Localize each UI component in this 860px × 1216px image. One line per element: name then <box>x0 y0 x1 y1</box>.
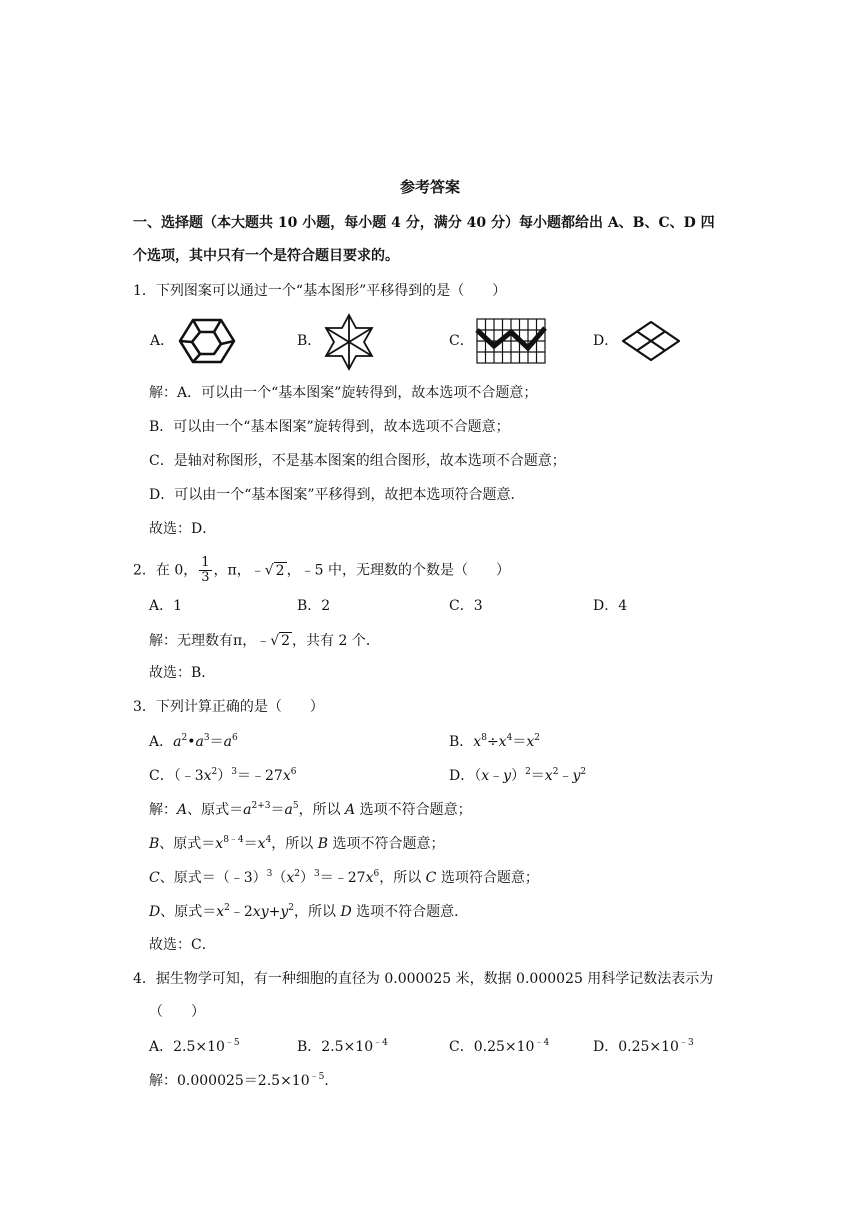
q4-option-d <box>593 1037 694 1057</box>
q1-figure-c-grid-zigzag <box>476 318 546 364</box>
q4-option-c-text: C．0.25×10 <box>449 1039 535 1055</box>
q4-option-a-text: A．2.5×10 <box>149 1039 225 1055</box>
q1-answer: 故选：D． <box>149 521 217 537</box>
q1-solution-line4: D．可以由一个“基本图案”平移得到，故把本选项符合题意． <box>149 487 525 503</box>
q4-option-c <box>449 1037 549 1057</box>
q1-stem: 1．下列图案可以通过一个“基本图形”平移得到的是（ ） <box>133 283 507 299</box>
q4-solution <box>149 1071 338 1091</box>
q1-option-d-label: D． <box>593 333 619 349</box>
q4-option-c-exponent: ﹣4 <box>534 1038 550 1048</box>
q2-solution-sqrt: 2 <box>281 633 291 649</box>
q4-solution-text: 解：0.000025＝2.5×10 <box>149 1073 310 1089</box>
q4-option-a <box>149 1037 240 1057</box>
q2-fraction <box>199 556 211 585</box>
q4-option-b-text: B．2.5×10 <box>297 1039 374 1055</box>
q4-solution-end: ． <box>324 1073 339 1089</box>
q4-option-a-exponent: ﹣5 <box>224 1038 240 1048</box>
q4-option-d-exponent: ﹣3 <box>678 1038 694 1048</box>
q4-option-d-text: D．0.25×10 <box>593 1039 679 1055</box>
q3-option-a: A．$a^2•a^3=a^6$ <box>149 733 238 750</box>
q2-stem-mid: ，π，﹣ <box>213 562 265 579</box>
q3-stem: 3．下列计算正确的是（ ） <box>133 699 324 715</box>
q4-stem-line2: （ ） <box>149 1004 205 1020</box>
page-title: 参考答案 <box>399 178 460 196</box>
q1-figure-b-six-point-star <box>323 314 375 370</box>
q2-fraction-numerator: 1 <box>201 555 210 570</box>
q2-stem: 2．在 0， $\frac{1}{3}$ ，π，﹣√ 2 ，﹣5 中，无理数的个数是（ ） <box>133 555 510 585</box>
q3-solution-line1: 解：A、原式$=a^{2+3}=a^5$，所以 A 选项不符合题意； <box>149 801 472 818</box>
q3-option-c: C．$(﹣3x^2)^3=﹣27x^6$ <box>149 767 297 784</box>
q1-solution-line1: 解：A．可以由一个“基本图案”旋转得到，故本选项不合题意； <box>149 385 538 401</box>
q2-fraction-denominator: 3 <box>201 570 210 585</box>
q4-option-b-exponent: ﹣4 <box>373 1038 388 1048</box>
q3-option-d: D．$(x﹣y)^2=x^2﹣y^2$ <box>449 767 587 784</box>
q3-answer: 故选：C． <box>149 937 216 953</box>
q1-figure-d-rhombus-grid <box>622 321 680 361</box>
section-header-line1: 一、选择题（本大题共 10 小题，每小题 4 分，满分 40 分）每小题都给出 A、B、C、D 四 <box>133 215 715 231</box>
q1-option-b-label: B． <box>297 333 322 349</box>
q3-solution-line4: D、原式$=x^2﹣2xy+y^2$，所以 D 选项不符合题意． <box>149 903 469 920</box>
q1-option-a-label: A． <box>150 333 175 349</box>
q2-option-b: B．2 <box>297 598 331 614</box>
q4-stem-line1: 4．据生物学可知，有一种细胞的直径为 0.000025 米，数据 0.000025 用科学记数法表示为 <box>133 971 714 987</box>
q2-answer: 故选：B． <box>149 665 216 681</box>
q2-option-a: A．1 <box>149 598 183 614</box>
q3-solution-line2: B、原式$=x^{8﹣4}=x^4$，所以 B 选项不符合题意； <box>149 835 445 852</box>
q1-figure-a-hexagon-rotation <box>178 318 236 364</box>
q1-option-c-label: C． <box>449 333 474 349</box>
q2-solution-post: ，共有 2 个． <box>292 633 380 649</box>
q3-option-b: B．$x^8\div x^4=x^2$ <box>449 733 540 750</box>
q2-stem-post: ，﹣5 中，无理数的个数是（ ） <box>286 562 510 579</box>
section-header-line2: 个选项，其中只有一个是符合题目要求的。 <box>133 248 399 264</box>
q1-solution-line3: C．是轴对称图形，不是基本图案的组合图形，故本选项不合题意； <box>149 453 566 469</box>
q3-solution-line3: C、原式$=(﹣3)^3(x^2)^3=﹣27x^6$，所以 C 选项符合题意； <box>149 869 539 886</box>
q4-option-b <box>297 1037 388 1057</box>
q2-solution-pre: 解：无理数有π，﹣ <box>149 633 271 649</box>
q4-solution-exponent: ﹣5 <box>309 1072 325 1082</box>
q2-option-d: D．4 <box>593 598 628 614</box>
q2-sqrt-argument: 2 <box>275 562 285 579</box>
q2-stem-pre: 2．在 0， <box>133 562 198 579</box>
q1-solution-line2: B．可以由一个“基本图案”旋转得到，故本选项不合题意； <box>149 419 510 435</box>
q2-solution: 解：无理数有π，﹣√ 2 ，共有 2 个． <box>149 633 380 649</box>
q2-option-c: C．3 <box>449 598 483 614</box>
